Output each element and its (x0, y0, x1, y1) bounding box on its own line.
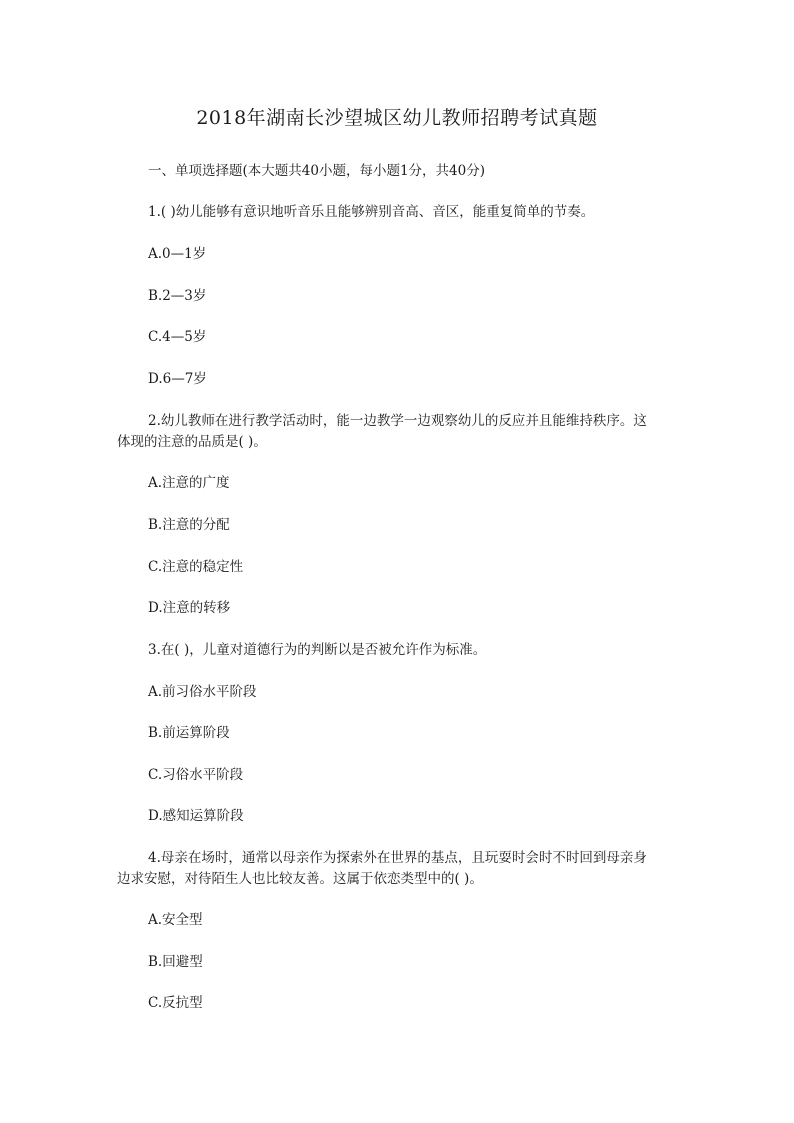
question-4-option-b: B.回避型 (148, 954, 203, 970)
question-2-option-c: C.注意的稳定性 (148, 559, 244, 575)
question-3-stem: 3.在( )，儿童对道德行为的判断以是否被允许作为标准。 (148, 642, 487, 658)
question-2-option-d: D.注意的转移 (148, 600, 231, 616)
question-1-option-c: C.4—5岁 (148, 329, 207, 345)
question-4-stem-line-1: 4.母亲在场时，通常以母亲作为探索外在世界的基点，且玩耍时会时不时回到母亲身 (148, 850, 647, 866)
question-3-option-d: D.感知运算阶段 (148, 808, 244, 824)
question-1-option-d: D.6—7岁 (148, 371, 207, 387)
question-4-stem-line-2: 边求安慰，对待陌生人也比较友善。这属于依恋类型中的( )。 (117, 871, 483, 887)
section-heading: 一、单项选择题(本大题共40小题，每小题1分，共40分) (148, 163, 485, 179)
question-2-stem-line-2: 体现的注意的品质是( )。 (117, 434, 267, 450)
question-1-option-a: A.0—1岁 (148, 246, 207, 262)
question-2-stem-line-1: 2.幼儿教师在进行教学活动时，能一边教学一边观察幼儿的反应并且能维持秩序。这 (148, 413, 647, 429)
question-2-option-b: B.注意的分配 (148, 517, 230, 533)
question-4-option-c: C.反抗型 (148, 995, 203, 1011)
question-3-option-b: B.前运算阶段 (148, 725, 230, 741)
question-4-option-a: A.安全型 (148, 912, 203, 928)
page-title: 2018年湖南长沙望城区幼儿教师招聘考试真题 (196, 107, 598, 129)
question-1-option-b: B.2—3岁 (148, 288, 207, 304)
question-2-option-a: A.注意的广度 (148, 475, 230, 491)
question-3-option-a: A.前习俗水平阶段 (148, 684, 257, 700)
question-3-option-c: C.习俗水平阶段 (148, 767, 244, 783)
question-1-stem: 1.( )幼儿能够有意识地听音乐且能够辨别音高、音区，能重复简单的节奏。 (148, 204, 595, 220)
